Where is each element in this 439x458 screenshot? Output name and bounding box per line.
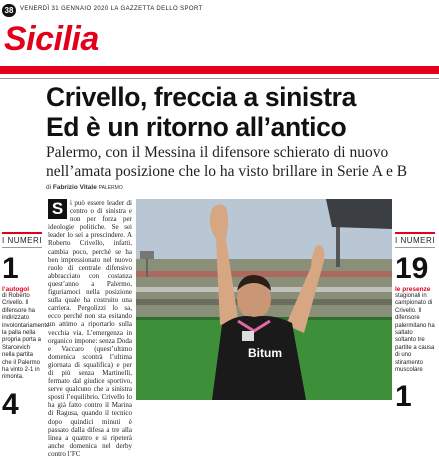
right-sidebar-number-2: 1 bbox=[395, 380, 412, 414]
left-sidebar-title: I NUMERI bbox=[2, 232, 42, 248]
headline-line-2: Ed è un ritorno all’antico bbox=[46, 112, 347, 142]
byline-author: Fabrizio Vitale bbox=[52, 184, 97, 191]
stadium-roof bbox=[326, 199, 392, 229]
byline bbox=[46, 184, 123, 191]
left-sidebar-number-1: 1 bbox=[2, 252, 19, 285]
top-bar bbox=[0, 0, 439, 22]
left-sidebar bbox=[2, 232, 50, 421]
right-sidebar-title: I NUMERI bbox=[395, 232, 435, 248]
right-sidebar bbox=[395, 232, 435, 412]
left-sidebar-lead: l’autogol bbox=[2, 286, 30, 293]
left-sidebar-number-2: 4 bbox=[2, 387, 19, 421]
right-sidebar-lead: le presenze bbox=[395, 286, 431, 293]
page-number-badge: 38 bbox=[2, 4, 16, 17]
right-sidebar-text: stagionali in campionato di Crivello. Il difensore palermitano ha saltato soltanto tre partite a causa di uno stiramento muscolare bbox=[395, 293, 435, 374]
dateline: VENERDÌ 31 GENNAIO 2020 LA GAZZETTA DELLO SPORT bbox=[20, 6, 203, 12]
section-title: Sicilia bbox=[4, 20, 99, 58]
article-body bbox=[48, 199, 132, 458]
jersey-sponsor: Bitum bbox=[248, 346, 282, 360]
article-photo bbox=[136, 199, 392, 400]
photo-illustration bbox=[136, 199, 392, 400]
section-rule bbox=[0, 66, 439, 74]
byline-place: PALERMO bbox=[98, 185, 123, 191]
article-text: i può essere leader di centro o di sinistra e non per forza per ideologie politiche. Se sei leader lo sei a prescindere. A Roberto Crivello, infatti, cambia poco, perché se ha ben impressionato nel nuovo ruolo di centrale difensivo abbracciato con costanza quest’anno a Palermo, figuriamoci nella posizione sulla quale ha costruito una carriera. Pergolizzi lo sa, ecco perché non sta esitando un attimo a riportarlo sulla vecchia via. L’emergenza in organico impone: senza Doda e Vaccaro (quest’ultimo domenica scontrà l’ultima giornata di squalifica) e per di più senza Martinelli, fermato dal giudice sportivo, serve qualcuno che a sinistra sposti l’equilibrio. Crivello lo ha già fatto contro il Marina di Ragusa, quando il tecnico dopo quindici minuti è passato dalla difesa a tre alla linea a quattro e si ripeterà anche domenica nel derby contro l’FC bbox=[48, 199, 132, 458]
headline bbox=[46, 82, 436, 142]
left-sidebar-text: di Roberto Crivello. Il difensore ha indirizzato involontariamente la palla nella propria porta a Starcevich nella partita che il Palermo ha vinto 2-1 in rimonta. bbox=[2, 293, 50, 381]
right-sidebar-number-1: 19 bbox=[395, 252, 429, 285]
headline-line-1: Crivello, freccia a sinistra bbox=[46, 82, 356, 112]
jersey-crest bbox=[242, 331, 254, 341]
deck: Palermo, con il Messina il difensore schierato di nuovo nell’amata posizione che lo ha visto brillare in Serie A e B bbox=[46, 144, 408, 180]
drop-cap: S bbox=[48, 199, 67, 219]
divider bbox=[0, 78, 439, 79]
byline-prefix: di bbox=[46, 184, 52, 191]
